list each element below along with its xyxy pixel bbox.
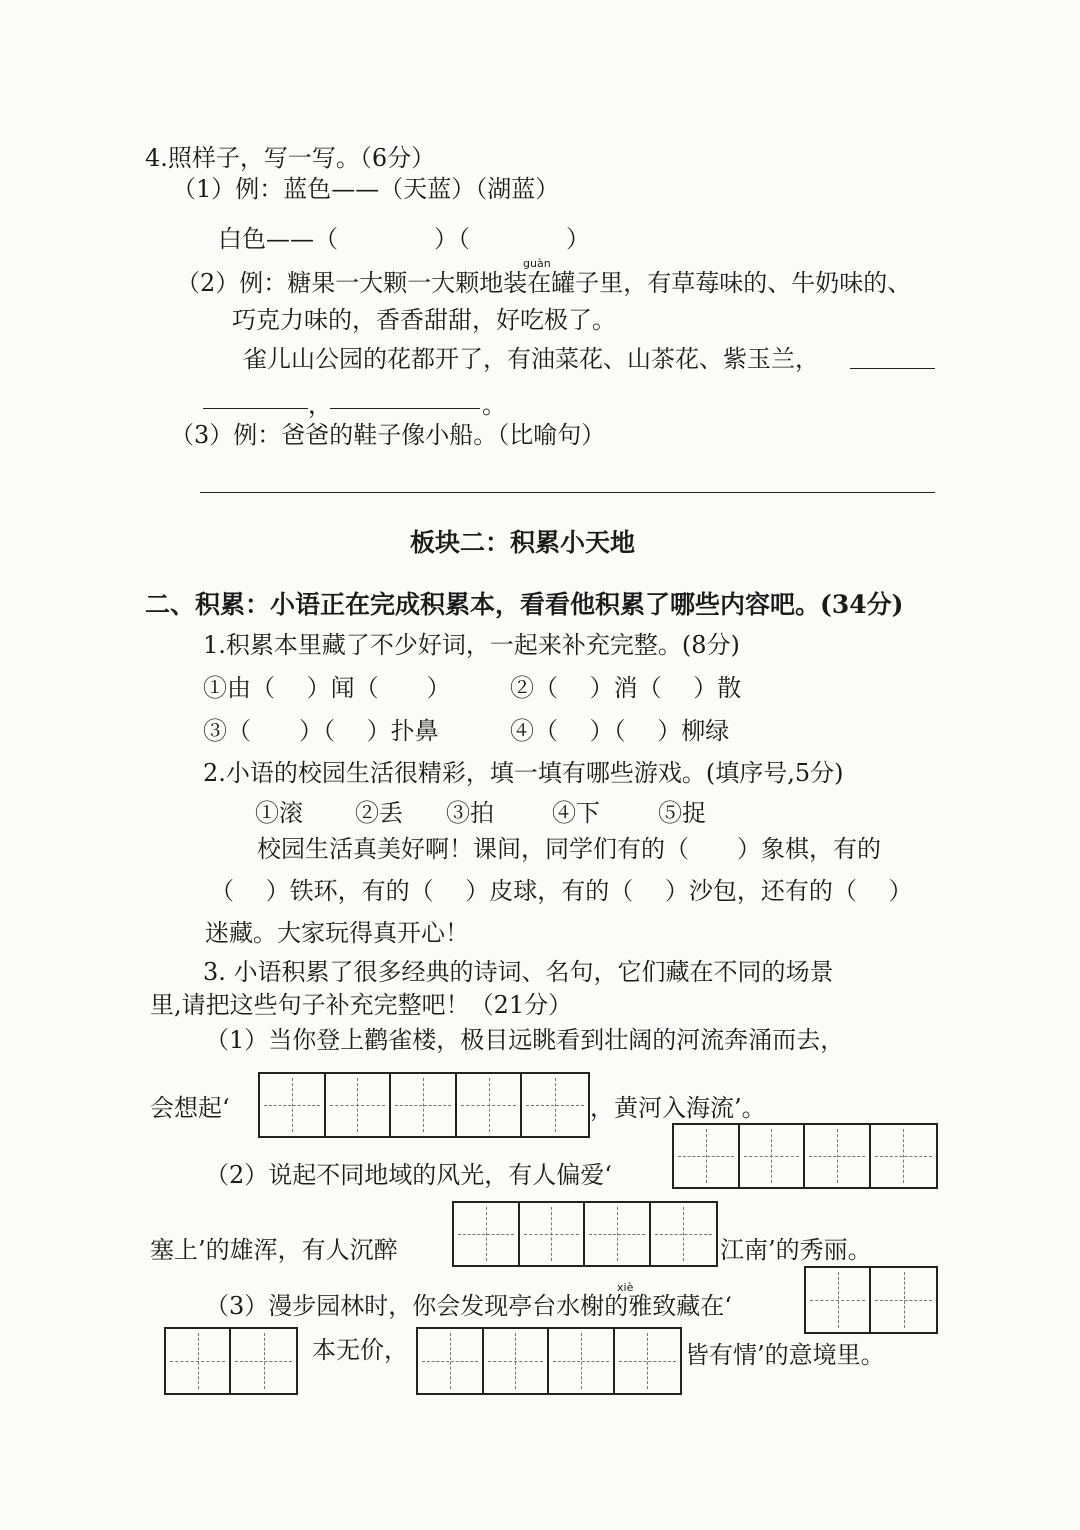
grid-cell[interactable] (457, 1074, 523, 1136)
grid-cell[interactable] (871, 1125, 936, 1187)
q1-row1a: ①由（ ）闻（ ） (203, 674, 451, 702)
grid-cell[interactable] (806, 1268, 871, 1332)
grid-cell[interactable] (651, 1203, 716, 1265)
q2-option: ③拍 (446, 799, 494, 827)
answer-grid[interactable] (416, 1327, 682, 1395)
q1-title: 1.积累本里藏了不少好词，一起来补充完整。(8分) (203, 631, 740, 659)
answer-grid[interactable] (452, 1201, 718, 1267)
answer-line[interactable] (330, 408, 480, 409)
grid-cell[interactable] (418, 1329, 484, 1393)
q4-part2-example-line1: （2）例：糖果一大颗一大颗地装在罐子里，有草莓味的、牛奶味的、 (176, 269, 912, 297)
answer-grid[interactable] (258, 1072, 590, 1138)
q1-row2b: ④（ ）（ ）柳绿 (510, 717, 730, 745)
q3-s1-suffix: ，黄河入海流’。 (590, 1094, 766, 1122)
grid-cell[interactable] (522, 1074, 588, 1136)
q3-title-line1: 3. 小语积累了很多经典的诗词、名句，它们藏在不同的场景 (203, 958, 834, 986)
grid-cell[interactable] (454, 1203, 520, 1265)
q4-part2-example-line2: 巧克力味的，香香甜甜，好吃极了。 (232, 306, 616, 334)
q1-row1b: ②（ ）消（ ）散 (510, 674, 742, 702)
q4-title: 4.照样子，写一写。（6分） (145, 144, 436, 172)
q3-s2-prefix: 塞上’的雄浑，有人沉醉 (150, 1236, 398, 1264)
q3-s3-middle: 本无价， (312, 1336, 408, 1364)
answer-line[interactable] (203, 408, 308, 409)
grid-cell[interactable] (871, 1268, 936, 1332)
grid-cell[interactable] (615, 1329, 680, 1393)
q3-s2-suffix: 江南’的秀丽。 (720, 1236, 872, 1264)
q4-part2-end: 。 (482, 391, 506, 419)
q2-passage-line3: 迷藏。大家玩得真开心！ (205, 919, 469, 947)
q3-s1-prefix: 会想起‘ (150, 1094, 230, 1122)
q2-option: ②丢 (355, 799, 403, 827)
grid-cell[interactable] (585, 1203, 651, 1265)
q3-s3-suffix: 皆有情’的意境里。 (685, 1341, 885, 1369)
grid-cell[interactable] (805, 1125, 871, 1187)
q1-row2a: ③（ ）（ ）扑鼻 (203, 717, 439, 745)
q4-part1-task: 白色——（ ）（ ） (218, 225, 590, 253)
q3-title-line2: 里,请把这些句子补充完整吧！（21分） (150, 991, 573, 1019)
answer-grid[interactable] (164, 1327, 298, 1395)
grid-cell[interactable] (326, 1074, 392, 1136)
grid-cell[interactable] (740, 1125, 806, 1187)
q2-option: ①滚 (255, 799, 303, 827)
q3-s3-line1: （3）漫步园林时，你会发现亭台水榭的雅致藏在‘ (205, 1292, 732, 1320)
pinyin-guan: guàn (523, 257, 551, 270)
pinyin-xie: xiè (617, 1281, 634, 1294)
q2-passage-line1: 校园生活真美好啊！课间，同学们有的（ ）象棋，有的 (257, 835, 881, 863)
grid-cell[interactable] (391, 1074, 457, 1136)
grid-cell[interactable] (549, 1329, 615, 1393)
grid-cell[interactable] (231, 1329, 296, 1393)
grid-cell[interactable] (484, 1329, 550, 1393)
q2-option: ④下 (552, 799, 600, 827)
grid-cell[interactable] (520, 1203, 586, 1265)
q4-part2-comma: ， (308, 391, 332, 419)
answer-grid[interactable] (804, 1266, 938, 1334)
section-title: 二、积累：小语正在完成积累本，看看他积累了哪些内容吧。(34分) (145, 590, 904, 619)
q3-s2-line1: （2）说起不同地域的风光，有人偏爱‘ (205, 1161, 612, 1189)
answer-line[interactable] (200, 492, 935, 493)
q2-option: ⑤捉 (658, 799, 706, 827)
grid-cell[interactable] (260, 1074, 326, 1136)
q4-part2-task: 雀儿山公园的花都开了，有油菜花、山茶花、紫玉兰， (243, 345, 819, 373)
q3-s1-line1: （1）当你登上鹳雀楼，极目远眺看到壮阔的河流奔涌而去， (205, 1026, 845, 1054)
section-heading: 板块二：积累小天地 (410, 528, 636, 557)
grid-cell[interactable] (166, 1329, 231, 1393)
q4-part1-example: （1）例：蓝色——（天蓝）（湖蓝） (172, 175, 560, 203)
q4-part3-example: （3）例：爸爸的鞋子像小船。（比喻句） (170, 421, 606, 449)
q2-passage-line2: （ ）铁环，有的（ ）皮球，有的（ ）沙包，还有的（ ） (210, 877, 913, 905)
q2-title: 2.小语的校园生活很精彩，填一填有哪些游戏。(填序号,5分) (203, 759, 844, 787)
grid-cell[interactable] (674, 1125, 740, 1187)
answer-grid[interactable] (672, 1123, 938, 1189)
answer-line[interactable] (850, 368, 935, 369)
